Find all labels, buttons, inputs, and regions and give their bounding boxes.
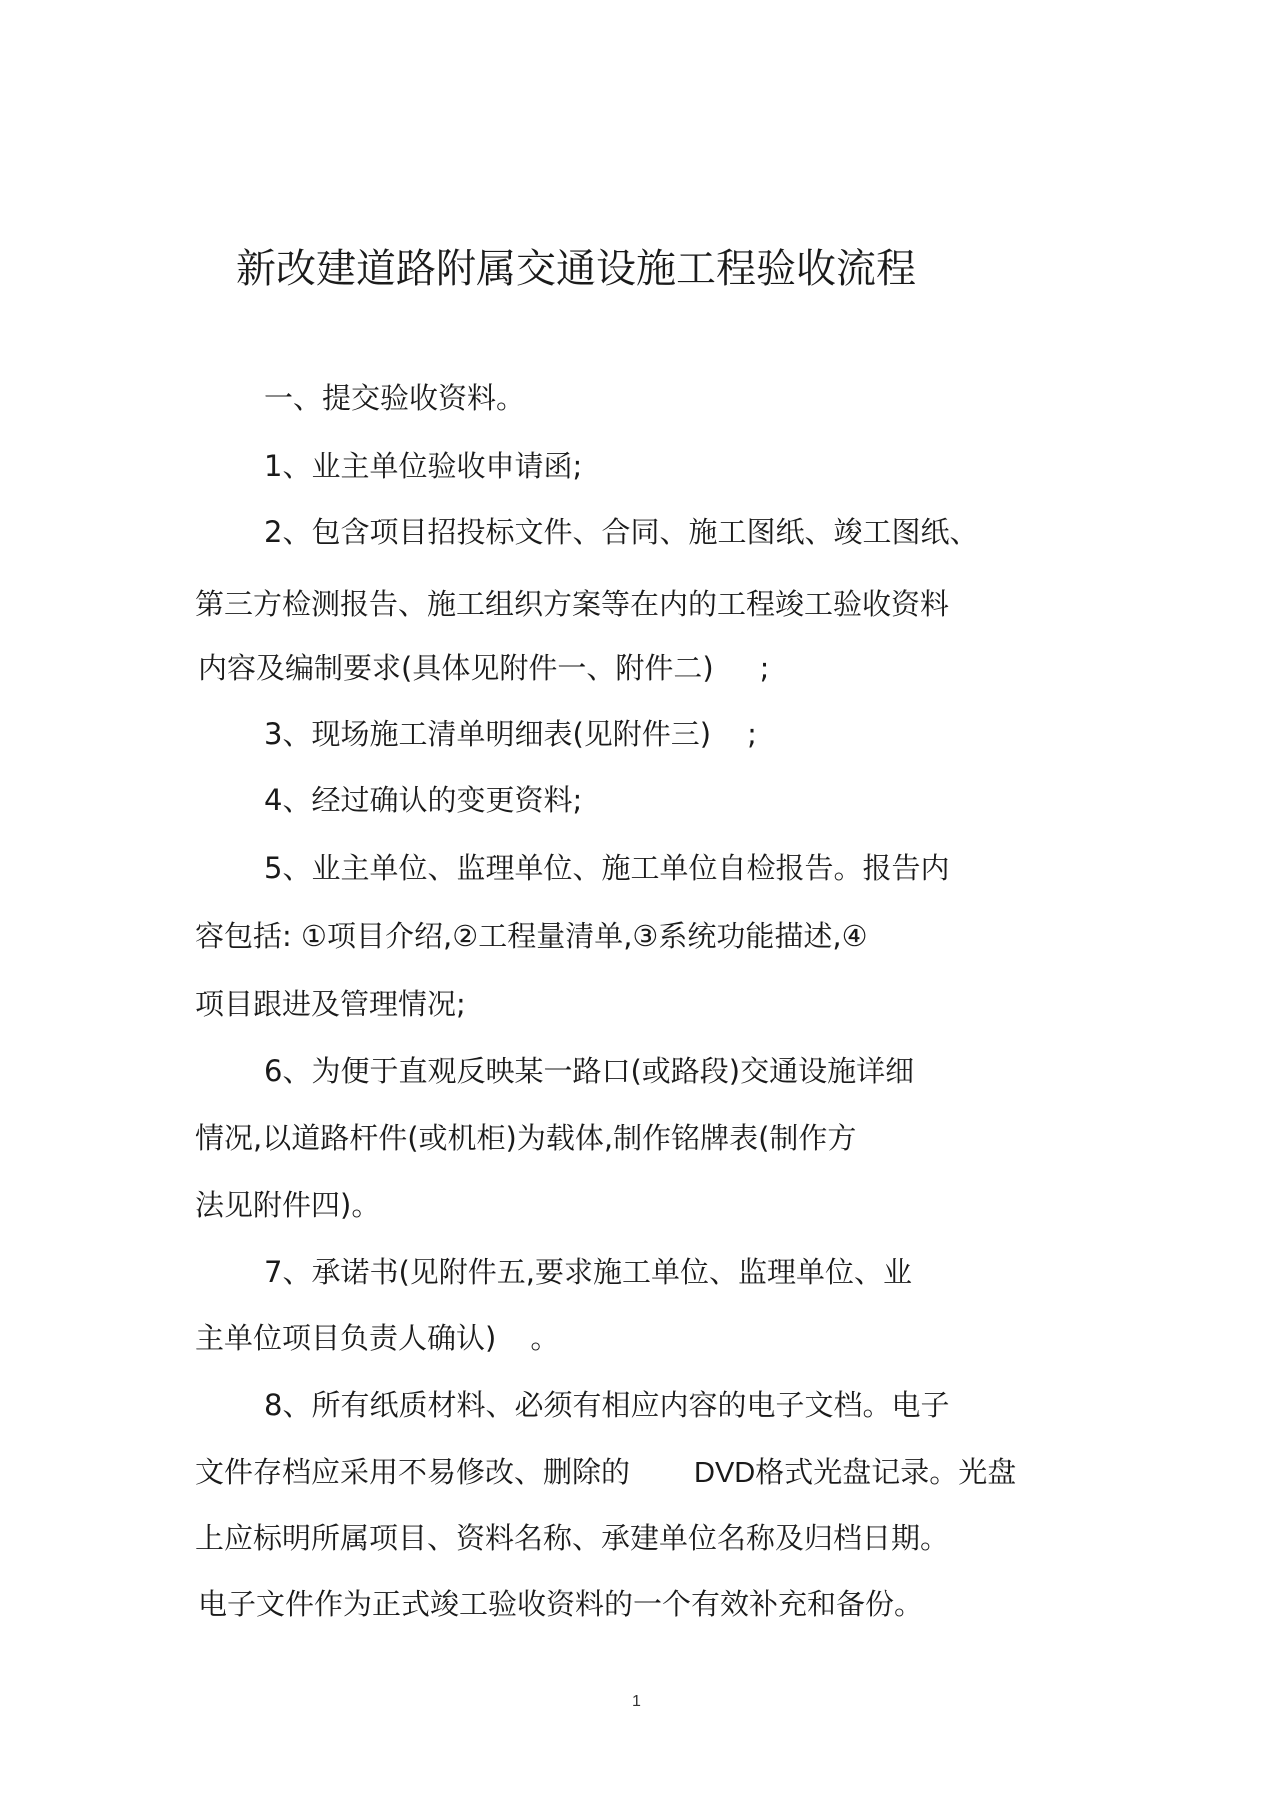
item-3-text: 3、现场施工清单明细表(见附件三)	[264, 717, 712, 751]
item-5-line-3: 项目跟进及管理情况;	[195, 987, 466, 1021]
item-7-line-2-text: 主单位项目负责人确认)	[195, 1321, 497, 1355]
item-5-line-1: 5、业主单位、监理单位、施工单位自检报告。报告内	[264, 851, 950, 885]
item-2-line-2: 第三方检测报告、施工组织方案等在内的工程竣工验收资料	[195, 587, 950, 621]
item-6-line-3: 法见附件四)。	[195, 1188, 381, 1222]
page-number: 1	[632, 1693, 641, 1710]
item-7-line-1: 7、承诺书(见附件五,要求施工单位、监理单位、业	[264, 1255, 912, 1289]
item-2-line-1: 2、包含项目招投标文件、合同、施工图纸、竣工图纸、	[264, 515, 979, 549]
item-8-line-2-start: 文件存档应采用不易修改、删除的	[195, 1455, 631, 1489]
item-8-line-2-dvd: DVD	[694, 1457, 756, 1489]
document-title: 新改建道路附属交通设施工程验收流程	[236, 246, 916, 292]
section-heading: 一、提交验收资料。	[264, 381, 526, 415]
item-7-line-2	[195, 1318, 559, 1358]
item-8-line-3: 上应标明所属项目、资料名称、承建单位名称及归档日期。	[195, 1521, 950, 1555]
item-7-line-2-end: 。	[530, 1321, 560, 1355]
item-1: 1、业主单位验收申请函;	[264, 449, 583, 483]
item-2-line-3-end: ;	[759, 651, 770, 685]
item-8-line-4: 电子文件作为正式竣工验收资料的一个有效补充和备份。	[198, 1587, 924, 1621]
item-3-end: ;	[747, 717, 757, 751]
item-6-line-1: 6、为便于直观反映某一路口(或路段)交通设施详细	[264, 1054, 915, 1088]
item-5-line-2: 容包括: ①项目介绍,②工程量清单,③系统功能描述,④	[195, 919, 868, 953]
item-8-line-2	[195, 1452, 1016, 1493]
item-2-line-3	[198, 648, 769, 688]
item-6-line-2: 情况,以道路杆件(或机柜)为载体,制作铭牌表(制作方	[195, 1121, 857, 1155]
item-8-line-1: 8、所有纸质材料、必须有相应内容的电子文档。电子	[264, 1388, 950, 1422]
item-4: 4、经过确认的变更资料;	[264, 783, 583, 817]
item-2-line-3-text: 内容及编制要求(具体见附件一、附件二)	[198, 651, 714, 685]
item-3	[264, 714, 757, 754]
item-8-line-2-end: 格式光盘记录。光盘	[755, 1455, 1017, 1489]
